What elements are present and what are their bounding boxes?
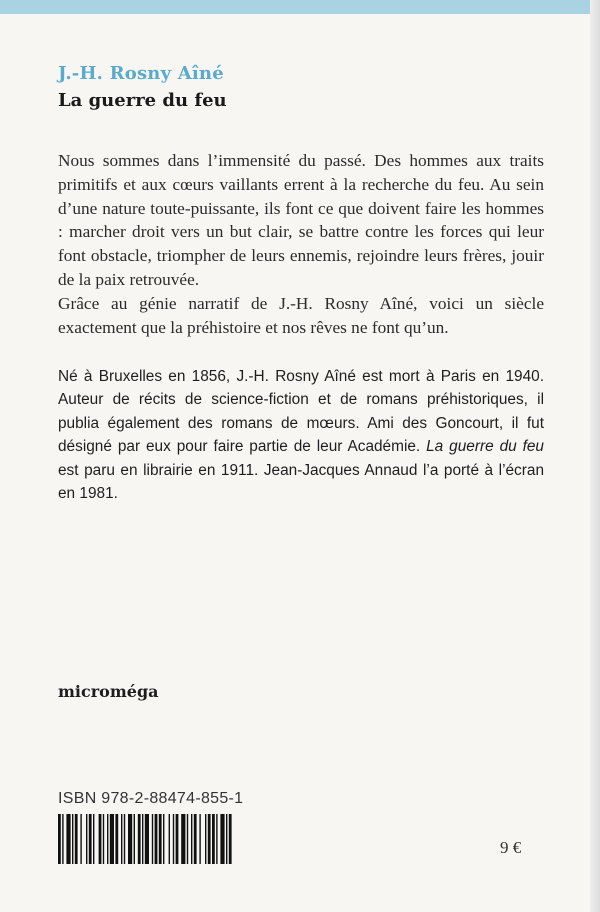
barcode-bar [159, 814, 162, 864]
barcode-bar [145, 814, 149, 864]
biography-text [58, 365, 544, 505]
barcode-bar [86, 814, 87, 864]
biography-book-title: La guerre du feu [426, 438, 544, 456]
barcode-bar [205, 814, 206, 864]
barcode-bar [208, 814, 211, 864]
price-label: 9 € [500, 838, 522, 857]
cover-top-band [0, 0, 600, 14]
biography-part-2: est paru en librairie en 1911. Jean-Jacques Annaud l’a porté à l’écran en 1981. [58, 461, 544, 503]
barcode-bar [152, 814, 153, 864]
barcode-bar [58, 814, 61, 864]
author-biography [58, 365, 544, 505]
barcode-bar [226, 814, 227, 864]
barcode-bar [89, 814, 92, 864]
barcode-bar [173, 814, 174, 864]
barcode-bar [72, 814, 73, 864]
barcode-bar [216, 814, 217, 864]
barcode-bar [75, 814, 78, 864]
barcode-icon [58, 814, 328, 864]
barcode-bar [212, 814, 215, 864]
barcode-bar [169, 814, 170, 864]
publisher-name: microméga [58, 682, 159, 701]
barcode-bar [99, 814, 102, 864]
barcode-bar [138, 814, 141, 864]
barcode-bar [128, 814, 132, 864]
cover-spine-edge [590, 0, 600, 912]
barcode-bar [110, 814, 114, 864]
biography-part-1: Né à Bruxelles en 1856, J.-H. Rosny Aîné est mort à Paris en 1940. Auteur de récits de science-fiction et de romans préhistoriques, il publia également des romans de mœurs. Ami des Goncourt, il fut désigné par eux pour faire partie de leur Académie. [58, 368, 544, 456]
barcode-bar [181, 814, 185, 864]
barcode-bar [66, 814, 70, 864]
barcode-bar [115, 814, 118, 864]
barcode-bar [80, 814, 81, 864]
barcode-bar [142, 814, 143, 864]
barcode-bar [199, 814, 200, 864]
barcode-bar [103, 814, 104, 864]
barcode-bar [155, 814, 158, 864]
barcode-bar [194, 814, 197, 864]
book-author: J.-H. Rosny Aîné [58, 63, 224, 84]
barcode-bar [124, 814, 125, 864]
summary-paragraph-1: Nous sommes dans l’immensité du passé. Des hommes aux traits primitifs et aux cœurs vaillants errent à la recherche du feu. Au sein d’une nature toute-puissante, ils font ce que doivent faire les hommes : marcher droit vers un but clair, se battre contre les forces qui leur font obstacle, triompher de leurs ennemis, rejoindre leurs frères, jouir de la paix retrouvée. [58, 151, 544, 289]
barcode-bar [134, 814, 135, 864]
barcode-bar [176, 814, 179, 864]
isbn-number: ISBN 978-2-88474-855-1 [58, 790, 244, 807]
barcode-bar [107, 814, 108, 864]
barcode-bar [93, 814, 94, 864]
barcode-bar [121, 814, 122, 864]
barcode-bar [62, 814, 63, 864]
barcode-bar [229, 814, 232, 864]
barcode-bar [191, 814, 192, 864]
book-title: La guerre du feu [58, 90, 227, 111]
barcode-bar [220, 814, 224, 864]
barcode-bar [187, 814, 188, 864]
summary-paragraph-2: Grâce au génie narratif de J.-H. Rosny Aîné, voici un siècle exactement que la préhistoire et nos rêves ne font qu’un. [58, 293, 544, 337]
barcode-bar [163, 814, 164, 864]
book-summary [58, 149, 544, 339]
